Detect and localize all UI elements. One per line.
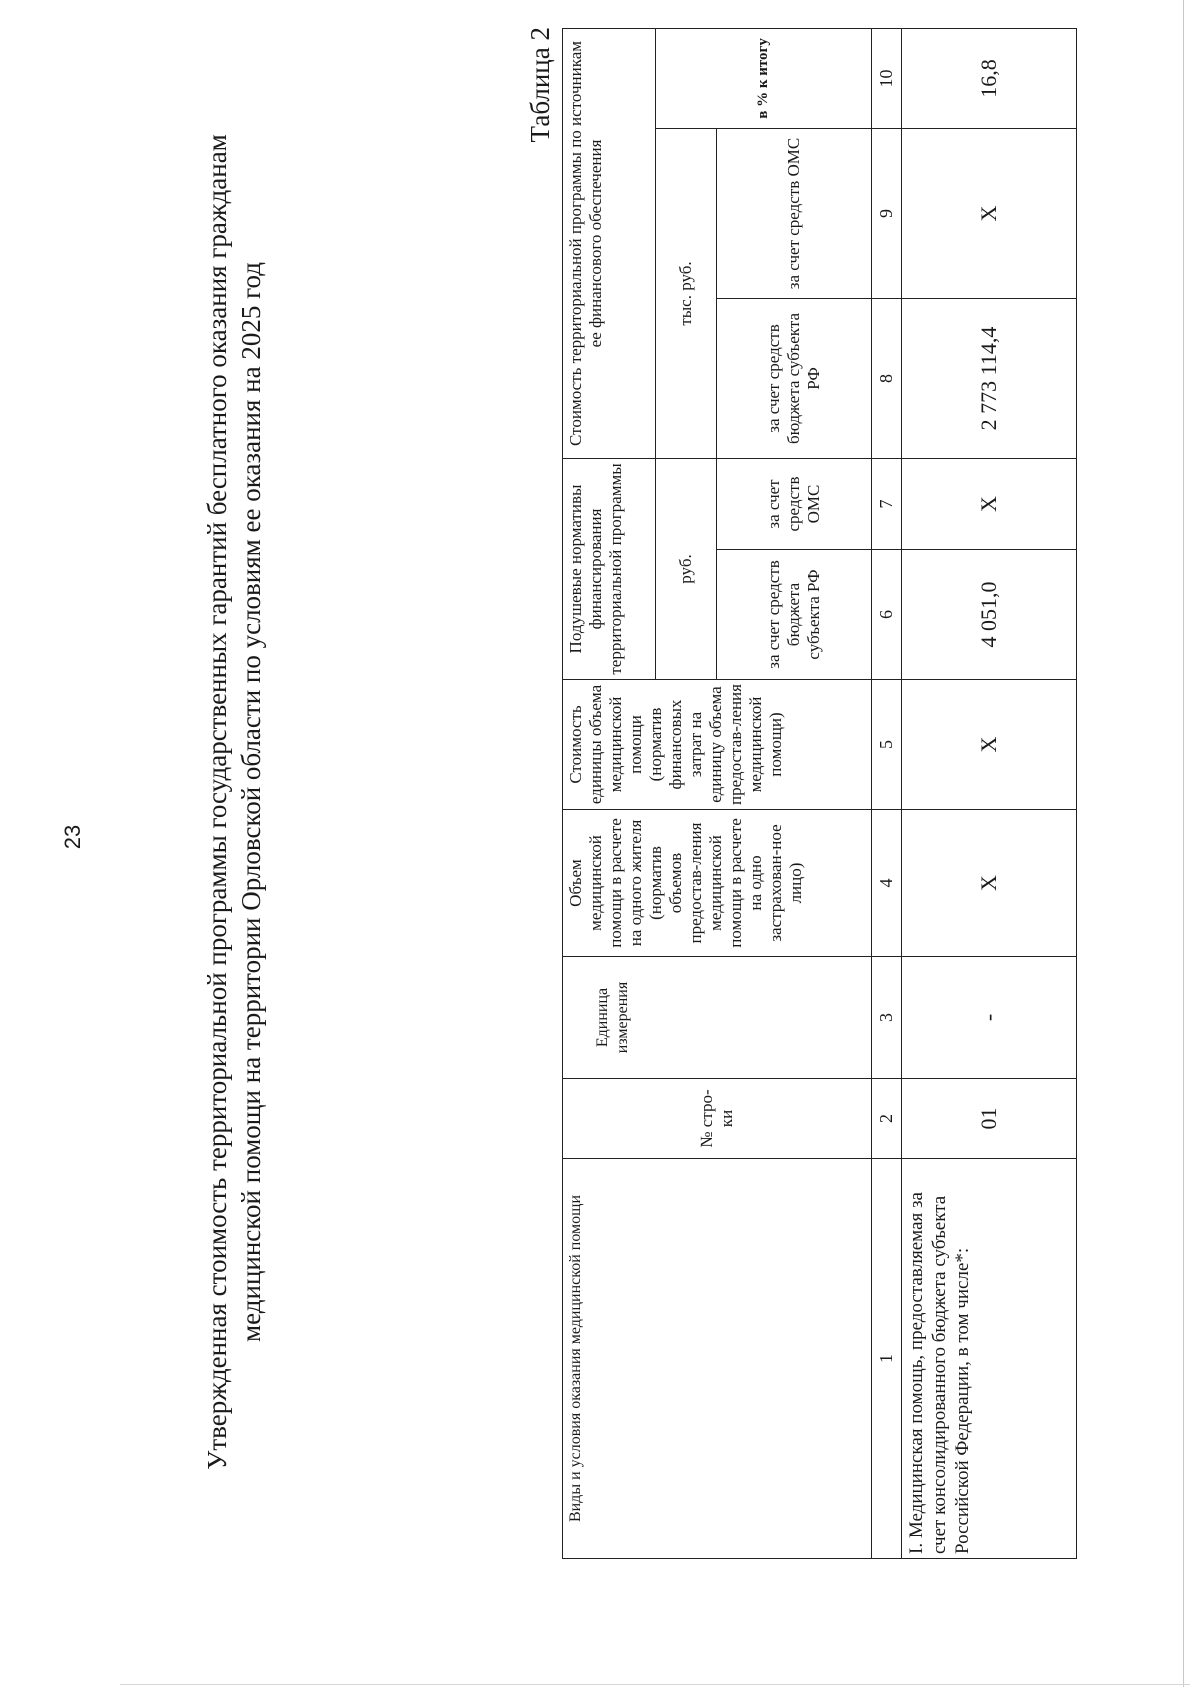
row-per-capita-oms-cell: Х: [901, 458, 1076, 549]
column-number: 3: [871, 957, 901, 1079]
column-number: 9: [871, 128, 901, 298]
row-cost-budget-cell: 2 773 114,4: [901, 298, 1076, 458]
header-volume: Объем медицинской помощи в расчете на одного жителя (норматив объемов предостав-ления медицинской помощи в расчете на одно застрахован-ное лицо): [563, 810, 872, 957]
row-cost-oms-cell: Х: [901, 128, 1076, 298]
row-number-cell: 01: [901, 1079, 1076, 1159]
page-number: 23: [60, 824, 85, 850]
row-cost-percent-cell: 16,8: [901, 28, 1076, 128]
header-cost-budget: за счет средств бюджета субъекта РФ: [716, 298, 871, 458]
document-title: [200, 87, 268, 1517]
header-per-capita-budget: за счет средств бюджета субъекта РФ: [716, 550, 871, 680]
header-types: Виды и условия оказания медицинской помощи: [563, 1159, 872, 1559]
column-number: 8: [871, 298, 901, 458]
header-cost-percent: в % к итогу: [655, 28, 871, 128]
row-volume-cell: Х: [901, 810, 1076, 957]
header-cost-unit: тыс. руб.: [655, 128, 716, 458]
header-row-no: № стро-ки: [563, 1079, 872, 1159]
row-per-capita-budget-cell: 4 051,0: [901, 550, 1076, 680]
cost-table: [562, 28, 1077, 1559]
table-row: [901, 28, 1076, 1558]
table-caption: Таблица 2: [525, 27, 555, 143]
row-unit-cell: -: [901, 957, 1076, 1079]
header-unit-cost: Стоимость единицы объема медицинской помощи (норматив финансовых затрат на единицу объема предостав-ления медицинской помощи): [563, 680, 872, 810]
column-number: 5: [871, 680, 901, 810]
header-per-capita-oms: за счет средств ОМС: [716, 458, 871, 549]
column-number: 7: [871, 458, 901, 549]
document-title-line-2: медицинской помощи на территории Орловской области по условиям ее оказания на 2025 год: [236, 262, 266, 1342]
header-unit: Единица измерения: [563, 957, 872, 1079]
column-number: 6: [871, 550, 901, 680]
column-number: 4: [871, 810, 901, 957]
row-label: I. Медицинская помощь, предоставляемая за счет консолидированного бюджета субъекта Российской Федерации, в том числе*:: [901, 1159, 1076, 1559]
column-number: 10: [871, 28, 901, 128]
header-cost-oms: за счет средств ОМС: [716, 128, 871, 298]
header-per-capita-unit: руб.: [655, 458, 716, 679]
header-cost: Стоимость территориальной программы по источникам ее финансового обеспечения: [563, 28, 656, 458]
document-title-line-1: Утвержденная стоимость территориальной программы государственных гарантий бесплатного оказания гражданам: [202, 134, 232, 1470]
column-number-row: [871, 28, 901, 1558]
header-per-capita: Подушевые нормативы финансирования территориальной программы: [563, 458, 656, 679]
column-number: 2: [871, 1079, 901, 1159]
row-unit-cost-cell: Х: [901, 680, 1076, 810]
column-number: 1: [871, 1159, 901, 1559]
